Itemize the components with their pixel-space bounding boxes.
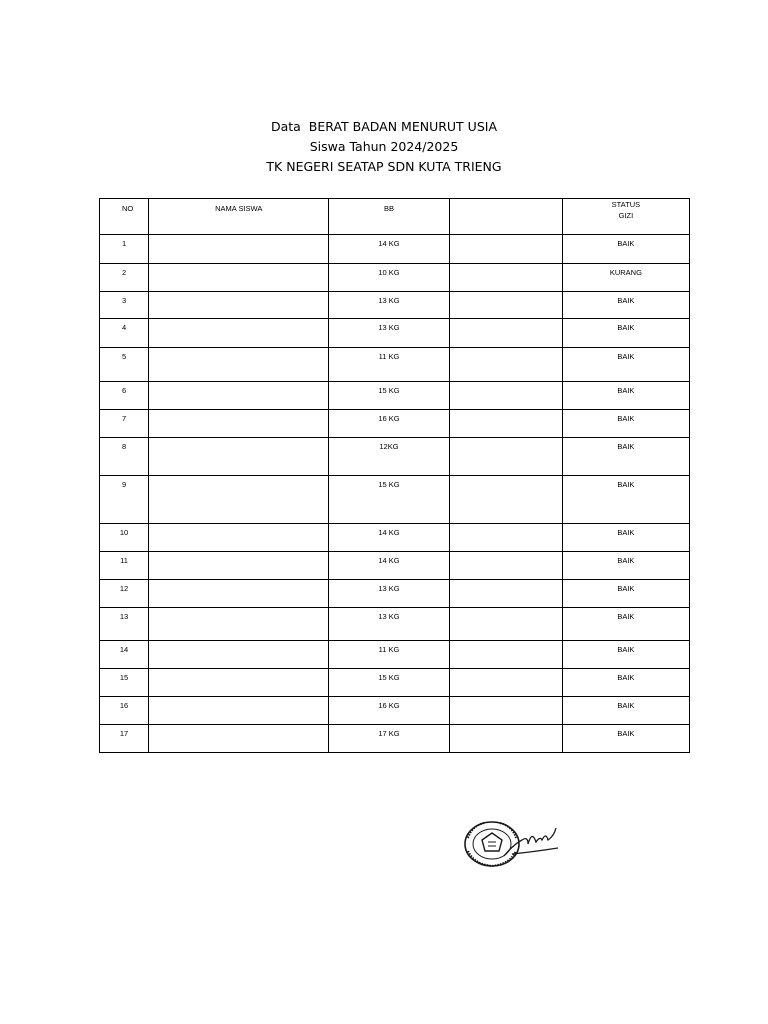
row-nama-cell <box>149 669 329 697</box>
row-bb-cell: 13 KG <box>329 319 449 348</box>
row-bb-cell: 17 KG <box>329 725 449 753</box>
row-empty-cell <box>449 348 562 382</box>
row-bb-cell: 16 KG <box>329 697 449 725</box>
table-row <box>100 524 690 552</box>
row-status-cell: BAIK <box>562 697 689 725</box>
row-no-cell: 2 <box>100 264 149 292</box>
document-title <box>0 117 768 177</box>
row-bb-cell: 10 KG <box>329 264 449 292</box>
row-nama-cell <box>149 319 329 348</box>
row-empty-cell <box>449 669 562 697</box>
row-status-cell: BAIK <box>562 725 689 753</box>
row-nama-cell <box>149 580 329 608</box>
row-status-cell: BAIK <box>562 292 689 319</box>
row-no-cell: 14 <box>100 641 149 669</box>
table-row <box>100 235 690 264</box>
row-bb-cell: 15 KG <box>329 476 449 524</box>
row-no-cell: 6 <box>100 382 149 410</box>
header-no: NO <box>100 199 149 235</box>
row-no-cell: 10 <box>100 524 149 552</box>
row-status-cell: BAIK <box>562 348 689 382</box>
row-empty-cell <box>449 608 562 641</box>
header-nama-siswa: NAMA SISWA <box>149 199 329 235</box>
row-status-cell: KURANG <box>562 264 689 292</box>
row-nama-cell <box>149 382 329 410</box>
row-empty-cell <box>449 292 562 319</box>
row-no-cell: 7 <box>100 410 149 438</box>
row-bb-cell: 13 KG <box>329 608 449 641</box>
row-status-cell: BAIK <box>562 438 689 476</box>
row-empty-cell <box>449 641 562 669</box>
row-empty-cell <box>449 264 562 292</box>
row-empty-cell <box>449 524 562 552</box>
table-header-row <box>100 199 690 235</box>
row-nama-cell <box>149 292 329 319</box>
row-no-cell: 11 <box>100 552 149 580</box>
row-status-cell: BAIK <box>562 382 689 410</box>
row-no-cell: 5 <box>100 348 149 382</box>
row-bb-cell: 14 KG <box>329 235 449 264</box>
row-nama-cell <box>149 348 329 382</box>
row-empty-cell <box>449 410 562 438</box>
row-status-cell: BAIK <box>562 524 689 552</box>
row-bb-cell: 13 KG <box>329 292 449 319</box>
row-no-cell: 12 <box>100 580 149 608</box>
row-no-cell: 3 <box>100 292 149 319</box>
table-row <box>100 348 690 382</box>
row-nama-cell <box>149 641 329 669</box>
row-bb-cell: 16 KG <box>329 410 449 438</box>
row-nama-cell <box>149 476 329 524</box>
row-empty-cell <box>449 697 562 725</box>
row-status-cell: BAIK <box>562 608 689 641</box>
table-row <box>100 264 690 292</box>
row-status-cell: BAIK <box>562 552 689 580</box>
row-nama-cell <box>149 725 329 753</box>
row-empty-cell <box>449 580 562 608</box>
school-seal-stamp-with-signature-icon <box>462 818 562 870</box>
row-no-cell: 16 <box>100 697 149 725</box>
row-nama-cell <box>149 697 329 725</box>
row-status-cell: BAIK <box>562 235 689 264</box>
header-status-line-2: GIZI <box>618 211 634 220</box>
row-no-cell: 15 <box>100 669 149 697</box>
row-empty-cell <box>449 476 562 524</box>
row-status-cell: BAIK <box>562 476 689 524</box>
row-bb-cell: 14 KG <box>329 552 449 580</box>
row-bb-cell: 12KG <box>329 438 449 476</box>
row-status-cell: BAIK <box>562 580 689 608</box>
table-body <box>100 235 690 753</box>
row-bb-cell: 11 KG <box>329 641 449 669</box>
table-row <box>100 476 690 524</box>
title-line-3: TK NEGERI SEATAP SDN KUTA TRIENG <box>266 159 502 174</box>
row-no-cell: 4 <box>100 319 149 348</box>
table-row <box>100 410 690 438</box>
table-row <box>100 292 690 319</box>
row-empty-cell <box>449 235 562 264</box>
table-row <box>100 580 690 608</box>
title-line-1: Data BERAT BADAN MENURUT USIA <box>271 119 497 134</box>
row-empty-cell <box>449 382 562 410</box>
weight-table <box>99 198 690 753</box>
row-no-cell: 1 <box>100 235 149 264</box>
table-row <box>100 697 690 725</box>
row-empty-cell <box>449 438 562 476</box>
row-bb-cell: 13 KG <box>329 580 449 608</box>
row-no-cell: 17 <box>100 725 149 753</box>
row-empty-cell <box>449 552 562 580</box>
row-no-cell: 13 <box>100 608 149 641</box>
table-row <box>100 438 690 476</box>
row-bb-cell: 11 KG <box>329 348 449 382</box>
header-status-gizi <box>562 199 689 235</box>
header-empty <box>449 199 562 235</box>
row-nama-cell <box>149 235 329 264</box>
row-empty-cell <box>449 725 562 753</box>
row-nama-cell <box>149 524 329 552</box>
row-bb-cell: 14 KG <box>329 524 449 552</box>
table-row <box>100 608 690 641</box>
row-no-cell: 8 <box>100 438 149 476</box>
row-nama-cell <box>149 552 329 580</box>
row-nama-cell <box>149 410 329 438</box>
header-status-line-1: STATUS <box>611 200 641 209</box>
row-status-cell: BAIK <box>562 319 689 348</box>
row-bb-cell: 15 KG <box>329 669 449 697</box>
row-status-cell: BAIK <box>562 641 689 669</box>
row-nama-cell <box>149 438 329 476</box>
row-no-cell: 9 <box>100 476 149 524</box>
table-row <box>100 669 690 697</box>
title-line-2: Siswa Tahun 2024/2025 <box>309 139 459 154</box>
row-empty-cell <box>449 319 562 348</box>
row-status-cell: BAIK <box>562 669 689 697</box>
table-row <box>100 641 690 669</box>
row-status-cell: BAIK <box>562 410 689 438</box>
table-row <box>100 552 690 580</box>
table-row <box>100 725 690 753</box>
table-row <box>100 382 690 410</box>
row-bb-cell: 15 KG <box>329 382 449 410</box>
row-nama-cell <box>149 608 329 641</box>
header-bb: BB <box>329 199 449 235</box>
row-nama-cell <box>149 264 329 292</box>
table-row <box>100 319 690 348</box>
